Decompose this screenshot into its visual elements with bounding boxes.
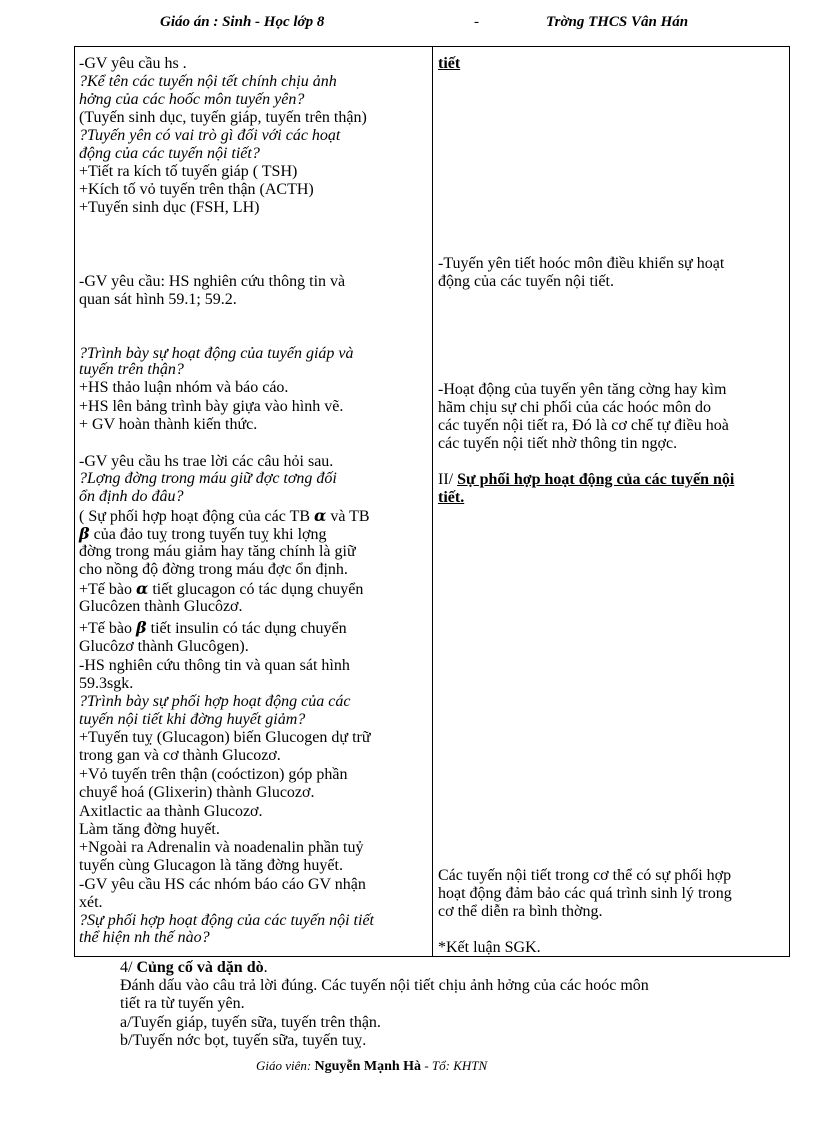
question-line: hởng của các hoốc môn tuyến yên? xyxy=(79,91,305,108)
text-segment: của đảo tuỵ trong tuyến tuỵ khi lợng xyxy=(93,526,327,543)
text-line: +HS thảo luận nhóm và báo cáo. xyxy=(79,379,289,396)
text-line: -GV yêu cầu hs trae lời các câu hỏi sau. xyxy=(79,453,334,470)
alpha-symbol: α xyxy=(136,579,149,598)
exercise-option: a/Tuyến giáp, tuyến sữa, tuyến trên thận. xyxy=(120,1014,381,1031)
text-line: Glucôzơ thành Glucôgen). xyxy=(79,638,249,655)
section-heading-continued: tiết xyxy=(438,55,461,72)
exercise-line: Đánh dấu vào câu trả lời đúng. Các tuyến nội tiết chịu ảnh hởng của các hoóc môn xyxy=(120,977,649,994)
text-line: +Tuyến tuỵ (Glucagon) biến Glucogen dự trữ xyxy=(79,729,371,746)
question-line: tuyến nội tiết khi đờng huyết giảm? xyxy=(79,711,306,728)
text-line: chuyể hoá (Glixerin) thành Glucozơ. xyxy=(79,784,315,801)
text-line xyxy=(79,525,327,544)
text-line: Axitlactic aa thành Glucozơ. xyxy=(79,803,263,820)
text-line: quan sát hình 59.1; 59.2. xyxy=(79,291,237,308)
question-line: ổn định do đâu? xyxy=(79,488,184,505)
page-footer xyxy=(256,1058,487,1075)
text-segment: tiết glucagon có tác dụng chuyển xyxy=(152,581,364,598)
text-line: +Tiết ra kích tố tuyến giáp ( TSH) xyxy=(79,163,298,180)
question-line: ?Sự phối hợp hoạt động của các tuyến nội tiết xyxy=(79,912,374,929)
text-segment: +Tế bào xyxy=(79,581,132,598)
text-segment: +Tế bào xyxy=(79,620,132,637)
punctuation: . xyxy=(263,959,268,976)
knowledge-content-cell xyxy=(438,49,786,954)
column-divider xyxy=(432,47,433,956)
text-line xyxy=(79,580,363,599)
text-segment: ( Sự phối hợp hoạt động của các TB xyxy=(79,508,311,525)
text-line: +Tuyến sinh dục (FSH, LH) xyxy=(79,199,260,216)
text-line: cho nồng độ đờng trong máu đợc ổn định. xyxy=(79,561,348,578)
beta-symbol: β xyxy=(79,524,90,543)
text-line: -GV yêu cầu: HS nghiên cứu thông tin và xyxy=(79,273,346,290)
lesson-table xyxy=(74,46,790,957)
text-segment: và TB xyxy=(330,508,370,525)
text-line: xét. xyxy=(79,894,103,911)
text-line: -GV yêu cầu HS các nhóm báo cáo GV nhận xyxy=(79,876,366,893)
question-line: ?Tuyến yên có vai trò gì đối với các hoạt xyxy=(79,127,341,144)
header-left: Giáo án : Sinh - Học lớp 8 xyxy=(160,14,325,30)
text-line xyxy=(79,619,347,638)
teacher-student-activities-cell xyxy=(79,49,428,954)
text-line: hãm chịu sự chi phối của các hoóc môn do xyxy=(438,399,712,416)
text-line: +Ngoài ra Adrenalin và noadenalin phần tuỷ xyxy=(79,839,364,856)
exercise-line: tiết ra từ tuyến yên. xyxy=(120,995,245,1012)
text-line: Glucôzen thành Glucôzơ. xyxy=(79,598,243,615)
question-line: ?Kể tên các tuyến nội tết chính chịu ảnh xyxy=(79,73,337,90)
section-title: Củng cố và dặn dò xyxy=(136,959,264,976)
conclusion-line: *Kết luận SGK. xyxy=(438,939,541,956)
teacher-name: Nguyễn Mạnh Hà xyxy=(314,1059,422,1074)
text-line: các tuyến nội tiết ra, Đó là cơ chế tự điều hoà xyxy=(438,417,729,434)
text-line: +Vỏ tuyến trên thận (coóctizon) góp phần xyxy=(79,766,348,783)
text-line: -Hoạt động của tuyến yên tăng cờng hay kìm xyxy=(438,381,727,398)
section-four-heading xyxy=(120,959,268,977)
question-line: tuyến trên thận? xyxy=(79,361,184,378)
text-line: Làm tăng đờng huyết. xyxy=(79,821,220,838)
section-title: Sự phối hợp hoạt động của các tuyến nội xyxy=(457,471,735,488)
text-line: trong gan và cơ thành Glucozơ. xyxy=(79,747,281,764)
section-number: II/ xyxy=(438,471,454,488)
question-line: động của các tuyến nội tiết? xyxy=(79,145,260,162)
question-line: ?Lợng đờng trong máu giữ đợc tơng đối xyxy=(79,470,337,487)
text-segment: tiết insulin có tác dụng chuyển xyxy=(150,620,347,637)
header-right: Trờng THCS Vân Hán xyxy=(546,14,689,30)
text-line: động của các tuyến nội tiết. xyxy=(438,273,614,290)
text-line: +Kích tố vỏ tuyến trên thận (ACTH) xyxy=(79,181,314,198)
text-line: + GV hoàn thành kiến thức. xyxy=(79,416,258,433)
footer-department: - Tổ: KHTN xyxy=(424,1058,488,1073)
text-line xyxy=(79,507,370,526)
text-line: tuyến cùng Glucagon là tăng đờng huyết. xyxy=(79,857,343,874)
text-line: +HS lên bảng trình bày giựa vào hình vẽ. xyxy=(79,398,344,415)
alpha-symbol: α xyxy=(314,506,327,525)
beta-symbol: β xyxy=(136,618,147,637)
header-separator: - xyxy=(474,14,479,30)
text-line: các tuyến nội tiết nhờ thông tin ngợc. xyxy=(438,435,678,452)
footer-label: Giáo viên: xyxy=(256,1058,312,1073)
text-line: -Tuyến yên tiết hoóc môn điều khiển sự hoạt xyxy=(438,255,725,272)
text-line: -HS nghiên cứu thông tin và quan sát hình xyxy=(79,657,350,674)
question-line: thể hiện nh thế nào? xyxy=(79,929,210,946)
section-title-continued: tiết. xyxy=(438,489,465,506)
text-line: đờng trong máu giảm hay tăng chính là giữ xyxy=(79,543,356,560)
text-line: cơ thể diễn ra bình thờng. xyxy=(438,903,603,920)
question-line: ?Trình bày sự phối hợp hoạt động của các xyxy=(79,693,351,710)
text-line: (Tuyến sinh dục, tuyến giáp, tuyến trên thận) xyxy=(79,109,367,126)
text-line: hoạt động đảm bảo các quá trình sinh lý trong xyxy=(438,885,732,902)
text-line: 59.3sgk. xyxy=(79,675,134,692)
section-heading xyxy=(438,471,734,489)
question-line: ?Trình bày sự hoạt động của tuyến giáp và xyxy=(79,345,354,362)
exercise-option: b/Tuyến nớc bọt, tuyến sữa, tuyến tuỵ. xyxy=(120,1032,367,1049)
section-number: 4/ xyxy=(120,959,133,976)
text-line: -GV yêu cầu hs . xyxy=(79,55,187,72)
text-line: Các tuyến nội tiết trong cơ thể có sự phối hợp xyxy=(438,867,732,884)
